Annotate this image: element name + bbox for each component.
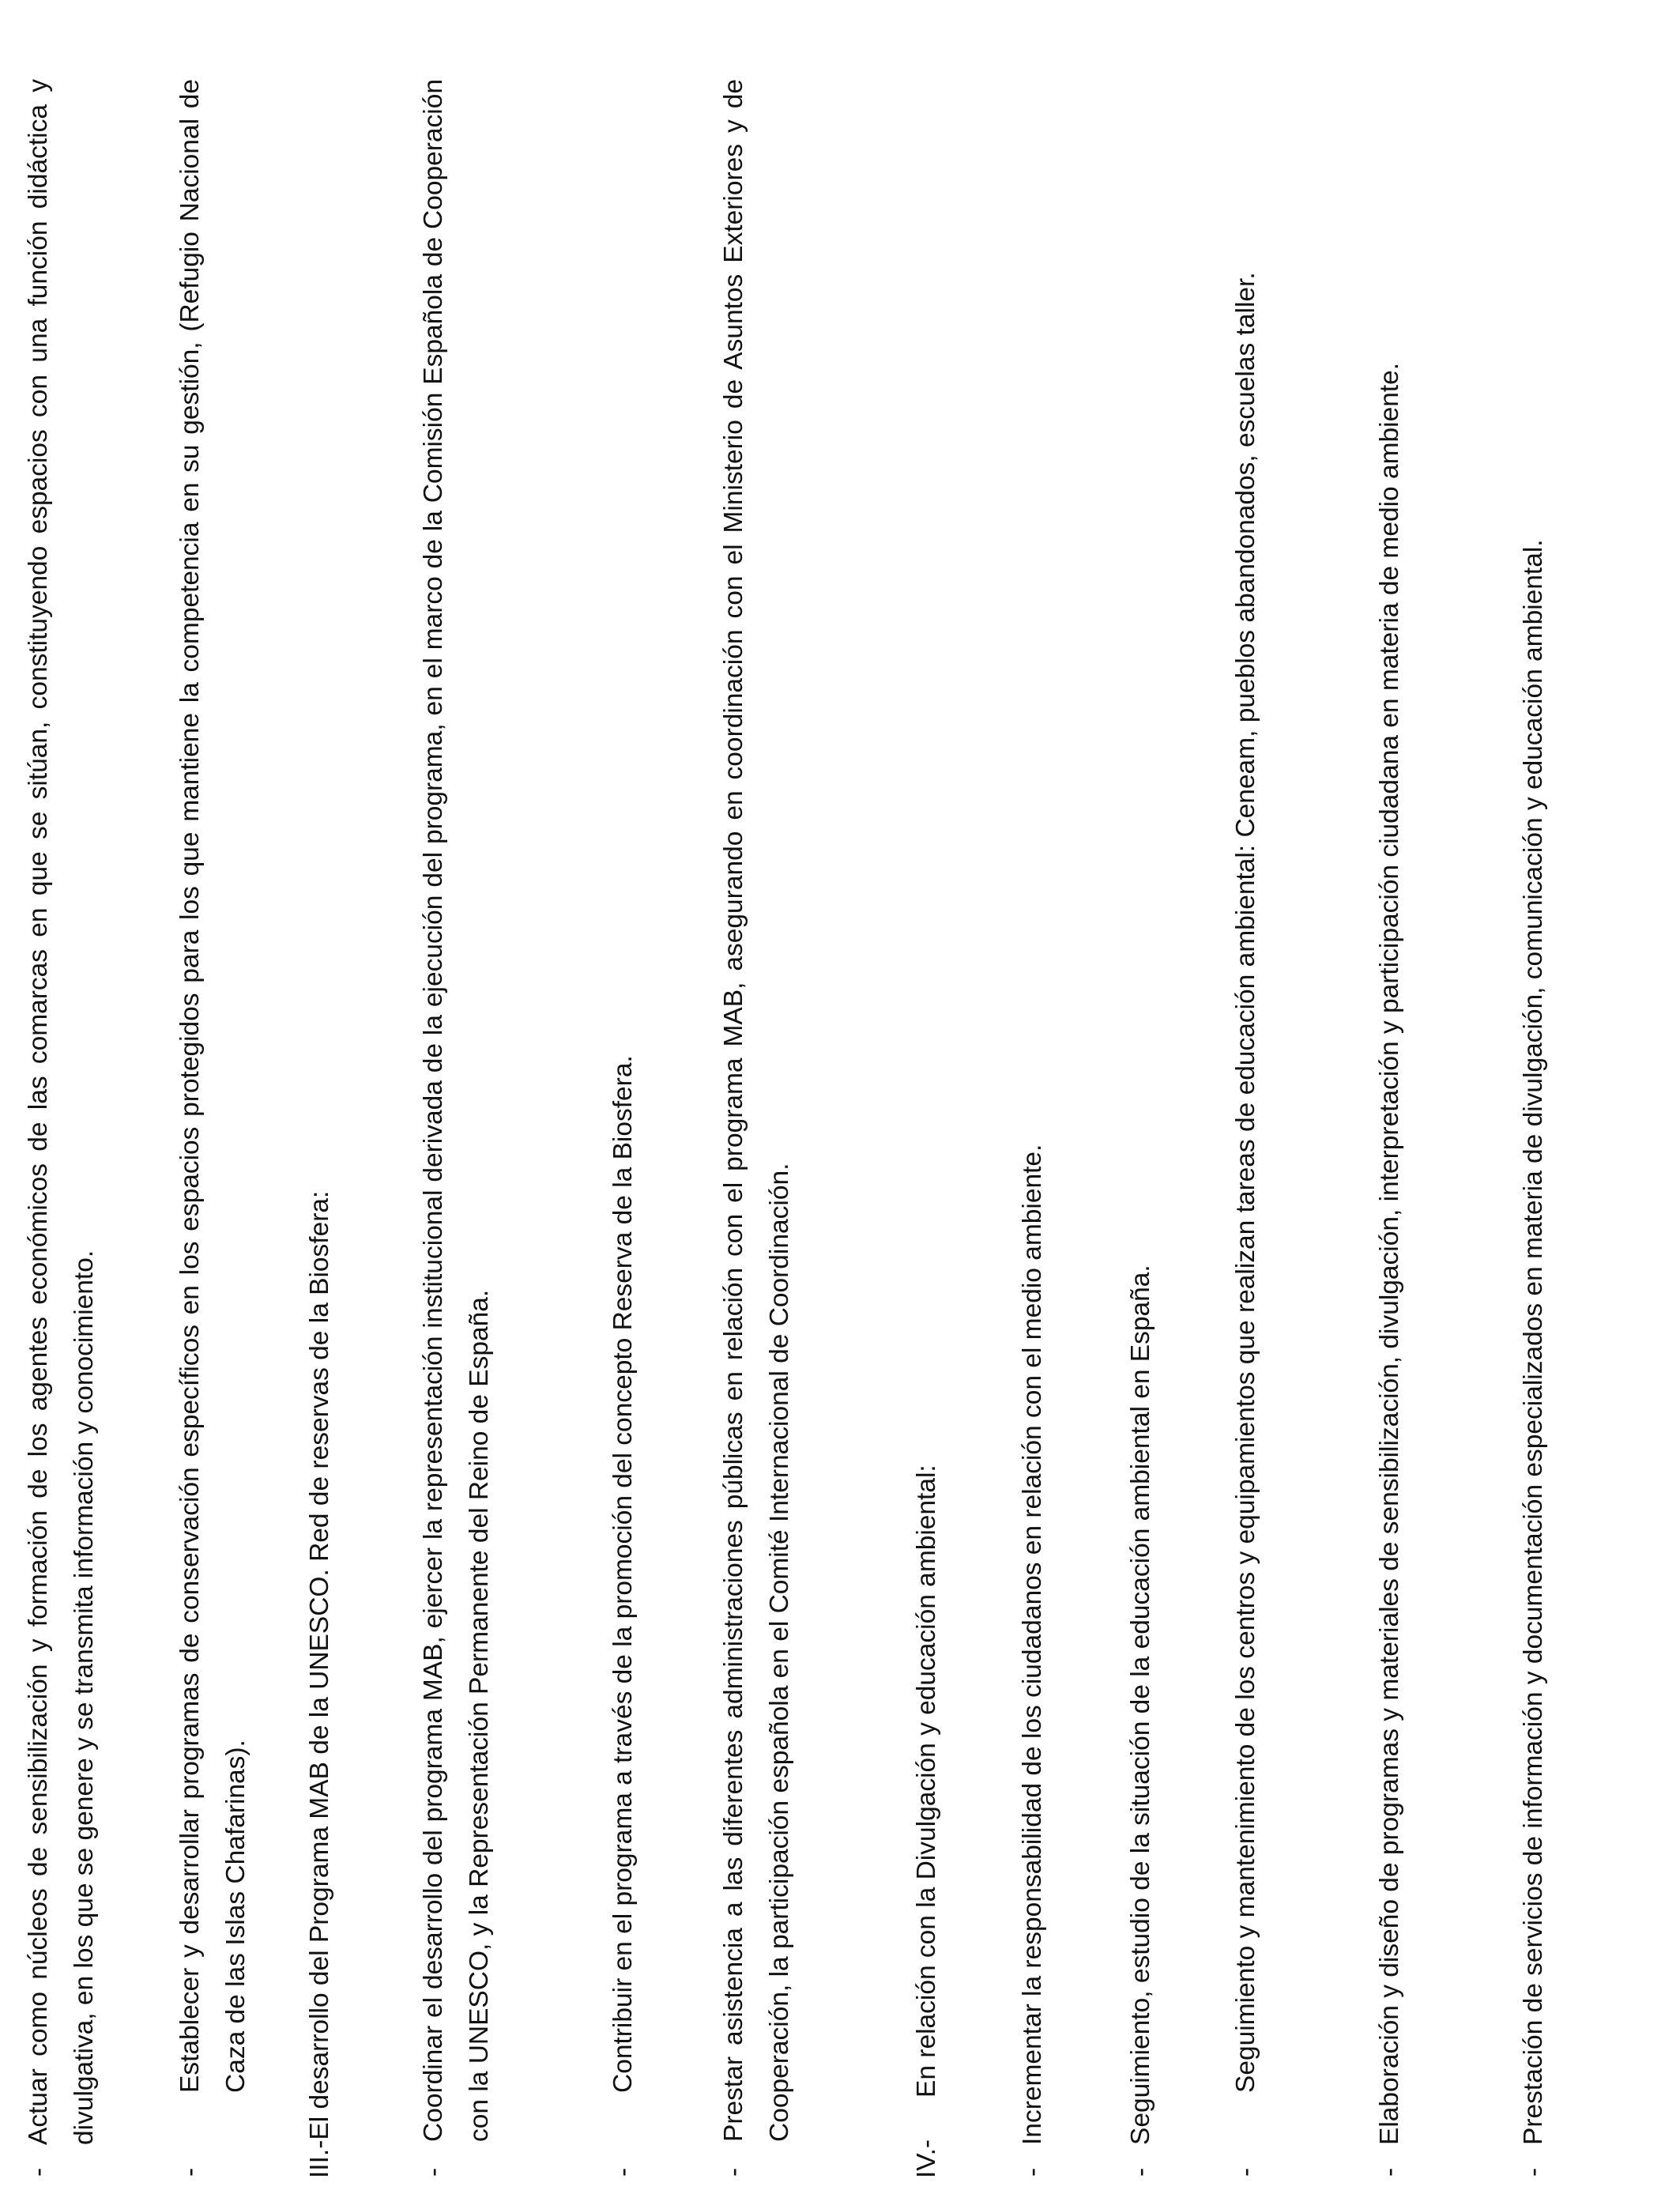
paragraph-text: Prestación de servicios de información y documentación especializados en materia de divulgación, comunicación y educación ambiental.	[1519, 539, 1548, 2145]
bullet-dash: -	[608, 2167, 638, 2177]
heading-text: En relación con la Divulgación y educación ambiental:	[912, 1465, 941, 2098]
paragraph-text: Establecer y desarrollar programas de conservación específicos en los espacios protegidos para los que mantiene la competencia en su gestión, (Refugio Nacional de Caza de las Islas Chafarinas).	[175, 79, 250, 2093]
bullet-dash: -	[1375, 2167, 1404, 2177]
paragraph-text: Seguimiento y mantenimiento de los centros y equipamientos que realizan tareas de educación ambiental: Ceneam, pueblos abandonados, escuelas taller.	[1231, 272, 1260, 2093]
bullet-dash: -	[719, 2167, 748, 2177]
paragraph-text: Coordinar el desarrollo del programa MAB, ejercer la representación institucional derivada de la ejecución del programa, en el marco de la Comisión Española de Cooperación con la UNESCO, y la Representación Permanente del Reino de España.	[419, 79, 494, 2142]
bullet-dash: -	[24, 2167, 53, 2177]
bullet-dash: -	[1126, 2167, 1155, 2177]
bullet-dash: -	[419, 2167, 448, 2177]
paragraph-text: Seguimiento, estudio de la situación de la educación ambiental en España.	[1126, 1265, 1155, 2145]
paragraph-text: Incrementar la responsabilidad de los ciudadanos en relación con el medio ambiente.	[1018, 1144, 1047, 2145]
paragraph-text: Prestar asistencia a las diferentes administraciones públicas en relación con el programa MAB, asegurando en coordinación con el Ministerio de Asuntos Exteriores y de Cooperación, la participación española en el Comité Internacional de Coordinación.	[719, 79, 794, 2142]
bullet-dash: -	[1231, 2167, 1260, 2177]
bullet-dash: -	[175, 2167, 205, 2177]
paragraph-text: Elaboración y diseño de programas y materiales de sensibilización, divulgación, interpretación y participación ciudadana en materia de medio ambiente.	[1375, 362, 1404, 2145]
bullet-dash: -	[1519, 2167, 1548, 2177]
heading-number: IV.-	[912, 2139, 941, 2178]
paragraph-text: Contribuir en el programa a través de la promoción del concepto Reserva de la Biosfera.	[608, 1055, 638, 2093]
paragraph-text: Actuar como núcleos de sensibilización y formación de los agentes económicos de las comarcas en que se sitúan, constituyendo espacios con una función didáctica y divulgativa, en los que se genere y se transmita información y conocimiento.	[24, 79, 99, 2145]
bullet-dash: -	[1018, 2167, 1047, 2177]
heading-text: III.-El desarrollo del Programa MAB de la UNESCO. Red de reservas de la Biosfera:	[305, 1190, 334, 2178]
